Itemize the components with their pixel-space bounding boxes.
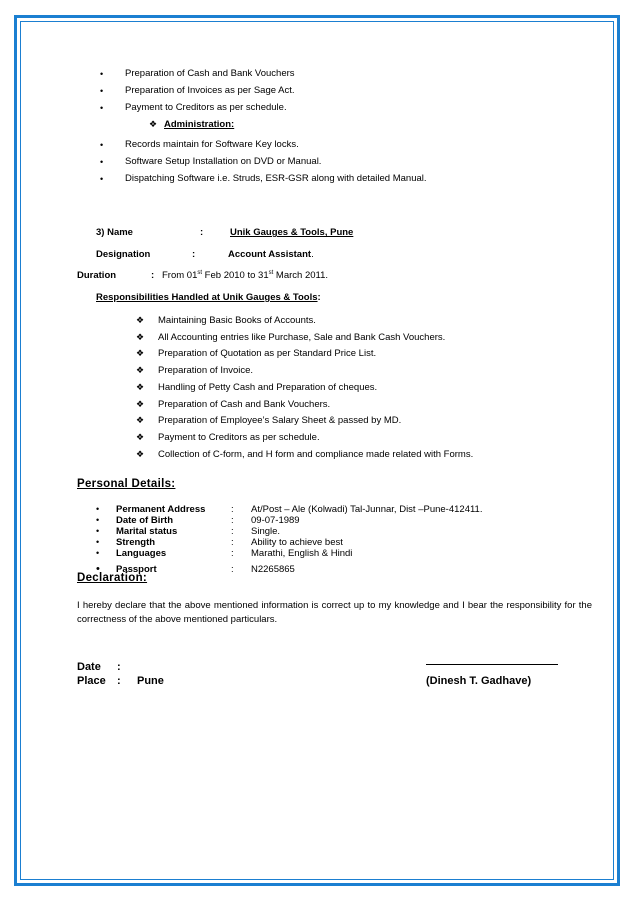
duty-item: Preparation of Cash and Bank Vouchers (125, 68, 295, 79)
responsibility-item: Preparation of Employee’s Salary Sheet & passed by MD. (158, 415, 402, 426)
duration-label: Duration (77, 270, 117, 281)
personal-value: At/Post – Ale (Kolwadi) Tal-Junnar, Dist –Pune-412411. (251, 504, 483, 515)
date-colon: : (117, 661, 121, 673)
personal-label: Date of Birth (116, 515, 173, 526)
responsibility-item: Collection of C-form, and H form and compliance made related with Forms. (158, 449, 474, 460)
responsibility-item: Preparation of Invoice. (158, 365, 254, 376)
diamond-bullet-icon: ❖ (136, 382, 145, 392)
responsibility-item: Maintaining Basic Books of Accounts. (158, 315, 316, 326)
diamond-bullet-icon: ❖ (136, 449, 145, 459)
bullet-icon: • (96, 563, 100, 575)
signature-line (426, 664, 558, 665)
responsibility-item: Preparation of Quotation as per Standard Price List. (158, 348, 377, 359)
duty-item: Preparation of Invoices as per Sage Act. (125, 85, 295, 96)
personal-label: Passport (116, 564, 157, 575)
diamond-bullet-icon: ❖ (136, 415, 145, 425)
employer-name-colon: : (200, 227, 204, 238)
duration-value: From 01st Feb 2010 to 31st March 2011. (162, 269, 329, 281)
responsibilities-heading: Responsibilities Handled at Unik Gauges & Tools: (96, 292, 321, 303)
signature-name: (Dinesh T. Gadhave) (426, 675, 532, 687)
bullet-icon: • (100, 86, 104, 96)
personal-label: Marital status (116, 526, 178, 537)
personal-value: Marathi, English & Hindi (251, 548, 353, 559)
personal-colon: : (231, 526, 234, 537)
diamond-bullet-icon: ❖ (149, 119, 158, 129)
bullet-icon: • (100, 174, 104, 184)
duration-colon: : (151, 270, 155, 281)
diamond-bullet-icon: ❖ (136, 399, 145, 409)
administration-heading: Administration: (164, 119, 235, 130)
personal-colon: : (231, 548, 234, 559)
admin-item: Records maintain for Software Key locks. (125, 139, 299, 150)
bullet-icon: • (100, 157, 104, 167)
designation-value: Account Assistant. (228, 249, 314, 260)
personal-details-heading: Personal Details: (77, 478, 176, 490)
place-colon: : (117, 675, 121, 687)
diamond-bullet-icon: ❖ (136, 432, 145, 442)
diamond-bullet-icon: ❖ (136, 348, 145, 358)
diamond-bullet-icon: ❖ (136, 315, 145, 325)
personal-value: Ability to achieve best (251, 537, 343, 548)
responsibility-item: All Accounting entries like Purchase, Sale and Bank Cash Vouchers. (158, 332, 446, 343)
responsibility-item: Handling of Petty Cash and Preparation of cheques. (158, 382, 378, 393)
bullet-icon: • (96, 504, 100, 514)
diamond-bullet-icon: ❖ (136, 332, 145, 342)
personal-label: Permanent Address (116, 504, 206, 515)
personal-label: Languages (116, 548, 167, 559)
personal-value: N2265865 (251, 564, 295, 575)
bullet-icon: • (100, 103, 104, 113)
personal-colon: : (231, 515, 234, 526)
bullet-icon: • (96, 548, 100, 558)
responsibility-item: Payment to Creditors as per schedule. (158, 432, 320, 443)
duty-item: Payment to Creditors as per schedule. (125, 102, 287, 113)
personal-value: 09-07-1989 (251, 515, 300, 526)
bullet-icon: • (100, 140, 104, 150)
employer-name-label: 3) Name (96, 227, 133, 238)
designation-colon: : (192, 249, 196, 260)
declaration-heading: Declaration: (77, 572, 148, 584)
personal-colon: : (231, 564, 234, 575)
diamond-bullet-icon: ❖ (136, 365, 145, 375)
admin-item: Software Setup Installation on DVD or Manual. (125, 156, 322, 167)
place-value: Pune (137, 675, 164, 687)
admin-item: Dispatching Software i.e. Struds, ESR-GSR along with detailed Manual. (125, 173, 427, 184)
bullet-icon: • (100, 69, 104, 79)
bullet-icon: • (96, 526, 100, 536)
responsibility-item: Preparation of Cash and Bank Vouchers. (158, 399, 331, 410)
personal-label: Strength (116, 537, 156, 548)
personal-colon: : (231, 537, 234, 548)
employer-name: Unik Gauges & Tools, Pune (230, 227, 354, 238)
personal-value: Single. (251, 526, 281, 537)
designation-label: Designation (96, 249, 151, 260)
place-label: Place (77, 675, 106, 687)
personal-colon: : (231, 504, 234, 515)
date-label: Date (77, 661, 101, 673)
declaration-text: I hereby declare that the above mentioned information is correct up to my knowledge and I bear the responsibility for the correctness of the above mentioned particulars. (77, 600, 592, 625)
bullet-icon: • (96, 515, 100, 525)
bullet-icon: • (96, 537, 100, 547)
